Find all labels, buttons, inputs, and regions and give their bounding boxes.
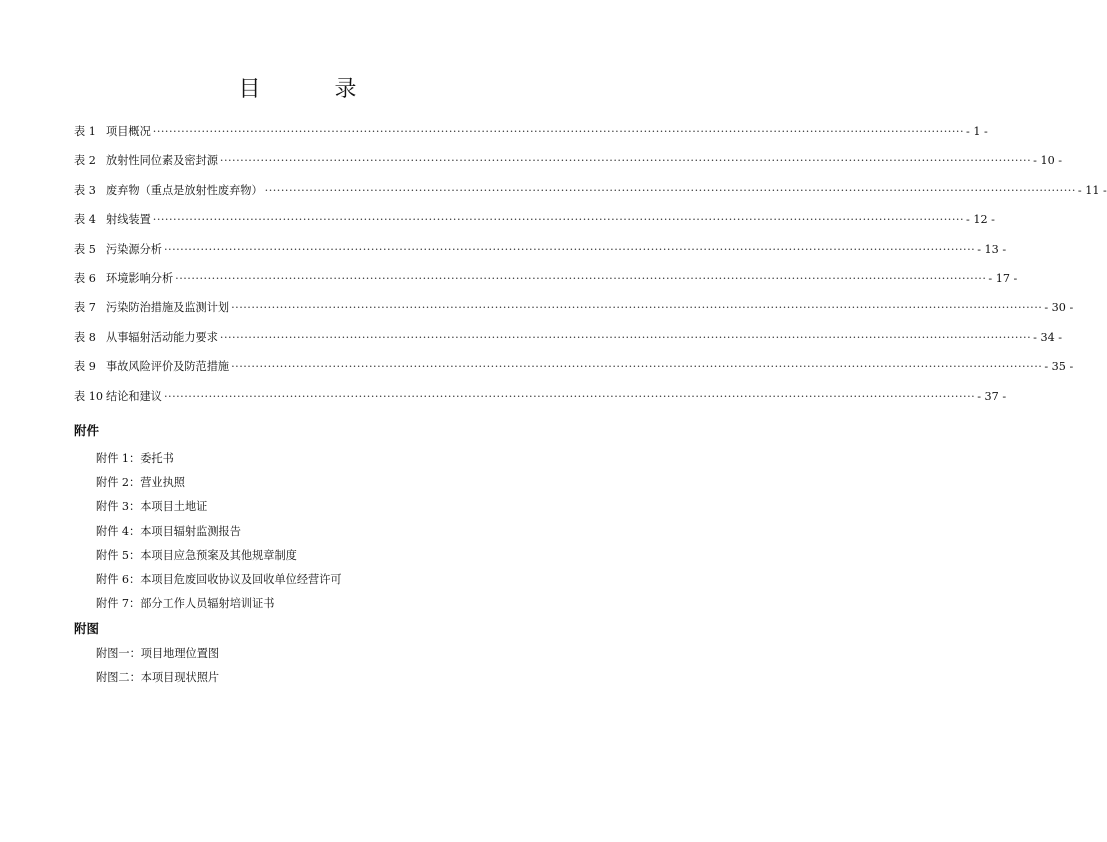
toc-leader-dots: ········································································································································································································ — [175, 271, 987, 285]
toc-entry-page: - 34 - — [1033, 330, 1063, 344]
toc-entry-number: 表 8 — [74, 330, 96, 344]
toc-entry-number: 表 2 — [74, 154, 96, 168]
toc-entry-page: - 13 - — [977, 242, 1007, 256]
figure-item[interactable]: 附图二：本项目现状照片 — [96, 671, 220, 685]
toc-entry[interactable] — [74, 270, 1018, 299]
attachment-item[interactable]: 附件 2：营业执照 — [96, 476, 185, 490]
figure-item[interactable]: 附图一：项目地理位置图 — [96, 647, 220, 660]
attachment-item[interactable]: 附件 7：部分工作人员辐射培训证书 — [96, 597, 275, 611]
toc-entry[interactable] — [74, 299, 1074, 328]
toc-entry-title: 污染防治措施及监测计划 — [106, 301, 230, 315]
toc-entry-number: 表 9 — [74, 360, 96, 374]
toc-entry-page: - 17 - — [988, 271, 1018, 285]
toc-entry-title: 从事辐射活动能力要求 — [106, 330, 218, 344]
toc-entry-page: - 11 - — [1077, 183, 1107, 197]
toc-entry[interactable] — [74, 211, 995, 240]
attachment-item[interactable]: 附件 5：本项目应急预案及其他规章制度 — [96, 548, 297, 562]
toc-leader-dots: ········································································································································································································ — [219, 154, 1032, 168]
toc-entry-page: - 30 - — [1044, 301, 1074, 315]
toc-leader-dots: ········································································································································································································ — [163, 389, 976, 403]
page-title: 目 录 — [238, 77, 383, 102]
toc-entry[interactable] — [74, 241, 1007, 270]
toc-leader-dots: ········································································································································································································ — [231, 360, 1043, 374]
toc-entry-title: 环境影响分析 — [106, 271, 174, 285]
toc-entry-number: 表 4 — [74, 213, 96, 227]
toc-entry-number: 表 5 — [74, 242, 96, 256]
toc-entry[interactable] — [74, 182, 1107, 211]
toc-entry-title: 结论和建议 — [106, 389, 162, 403]
toc-entry-page: - 37 - — [977, 389, 1007, 403]
attachment-item[interactable]: 附件 4：本项目辐射监测报告 — [96, 524, 241, 538]
toc-entry-number: 表 10 — [74, 389, 103, 403]
toc-entry-title: 污染源分析 — [106, 242, 162, 256]
toc-leader-dots: ········································································································································································································ — [163, 242, 976, 256]
figures-heading: 附图 — [74, 621, 100, 636]
toc-entry-number: 表 3 — [74, 183, 96, 197]
toc-entry[interactable] — [74, 152, 1063, 181]
attachments-heading: 附件 — [74, 423, 100, 438]
toc-entry[interactable] — [74, 358, 1074, 387]
toc-entry-title: 事故风险评价及防范措施 — [106, 360, 230, 374]
toc-entry[interactable] — [74, 329, 1063, 358]
attachments-list — [96, 450, 342, 619]
toc-entry-number: 表 1 — [74, 125, 96, 138]
toc-entry-page: - 1 - — [966, 125, 988, 138]
toc-entry-title: 放射性同位素及密封源 — [106, 154, 218, 168]
toc-entry-title: 废弃物（重点是放射性废弃物） — [106, 183, 263, 197]
toc-leader-dots: ········································································································································································································ — [152, 125, 965, 138]
attachment-item[interactable]: 附件 1：委托书 — [96, 452, 174, 465]
toc-entry-page: - 35 - — [1044, 360, 1074, 374]
toc-entry-page: - 12 - — [966, 213, 995, 227]
toc-entry[interactable] — [74, 123, 988, 152]
toc-entry-page: - 10 - — [1033, 154, 1063, 168]
figures-list — [96, 645, 219, 693]
table-of-contents — [74, 123, 1107, 417]
toc-leader-dots: ········································································································································································································ — [152, 213, 965, 227]
toc-leader-dots: ········································································································································································································ — [264, 183, 1076, 197]
toc-leader-dots: ········································································································································································································ — [219, 330, 1032, 344]
toc-entry-number: 表 7 — [74, 301, 96, 315]
toc-leader-dots: ········································································································································································································ — [231, 301, 1043, 315]
toc-entry-title: 射线装置 — [106, 213, 151, 227]
toc-entry-title: 项目概况 — [106, 125, 151, 138]
toc-entry-number: 表 6 — [74, 271, 96, 285]
attachment-item[interactable]: 附件 3：本项目土地证 — [96, 500, 208, 514]
toc-entry[interactable] — [74, 388, 1007, 417]
attachment-item[interactable]: 附件 6：本项目危废回收协议及回收单位经营许可 — [96, 572, 342, 586]
